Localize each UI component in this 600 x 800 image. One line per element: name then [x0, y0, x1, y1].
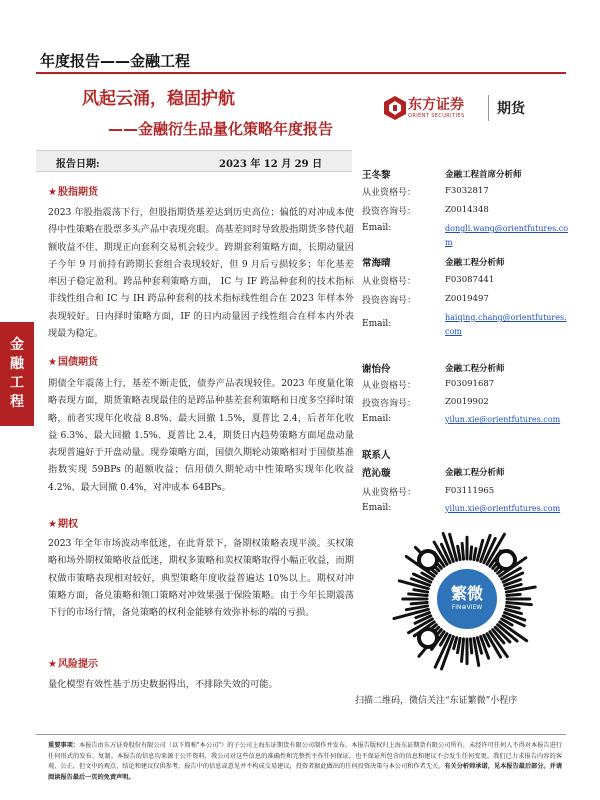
qr-ray — [470, 547, 471, 559]
section-heading-index-futures — [48, 183, 98, 198]
advisory-label: 投资咨询号： — [362, 207, 417, 217]
qr-ray — [507, 594, 520, 595]
section-paragraph-options: 2023 年全年市场波动率低迷，在此背景下，备期权策略表现平淡。买权策略和场外期权策略收益低迷，期权多策略和卖权策略取得小幅正收益，而期权做市策略表现相对较好，典型策略年度收益普遍达 10%以上。期权对冲策略方面，备兑策略和领口策略对冲效果强于保险策略。由于今年长期震荡下行的市场行情，备兑策略的权利金能够有效弥补标的端的亏损。 — [48, 538, 354, 619]
email-label: Email: — [362, 414, 392, 424]
analyst-title: 金融工程分析师 — [445, 258, 505, 268]
license-label: 从业资格号： — [362, 381, 417, 391]
disclaimer-block — [48, 741, 562, 783]
analyst-email-link[interactable]: dongli.wang@orientfutures.com — [445, 224, 569, 247]
star-icon: ★ — [48, 659, 57, 670]
analyst-name: 常海晴 — [362, 258, 391, 269]
section-heading-text: 股指期货 — [57, 187, 98, 198]
logo-company-cn: 东方证券 — [408, 97, 464, 113]
qr-ray — [458, 546, 460, 559]
analyst-title: 金融工程分析师 — [445, 364, 505, 374]
advisory-number: Z0019902 — [445, 397, 489, 407]
star-icon: ★ — [48, 519, 57, 530]
analyst-name: 王冬黎 — [362, 170, 391, 181]
qr-caption: 扫描二维码，微信关注“东证繁微”小程序 — [355, 696, 518, 706]
qr-center-en: FIN⊕VIEW — [451, 604, 483, 611]
report-date-label: 报告日期: — [56, 159, 100, 170]
license-number: F03091687 — [445, 379, 495, 389]
advisory-number: Z0019497 — [445, 294, 489, 304]
qr-ray — [454, 638, 457, 649]
license-number: F3032817 — [445, 186, 489, 196]
star-icon: ★ — [48, 187, 57, 198]
header-rule — [36, 72, 566, 74]
analyst-email-link[interactable]: yilun.xie@orientfutures.com — [445, 415, 561, 424]
orient-logo-icon — [384, 96, 406, 120]
side-tab-char: 工 — [10, 375, 24, 391]
qr-finder — [419, 551, 437, 569]
advisory-label: 投资咨询号： — [362, 296, 417, 306]
section-heading-text: 风险提示 — [57, 659, 98, 670]
section-paragraph-bond-futures: 期债全年震荡上行，基差不断走低，债券产品表现较佳。2023 年度量化策略表现方面，期货策略表现最佳的是跨品种基差套利策略和日度多空择时策略，前者实现年化收益 8.8%、最大回撤 1.5%，夏普比 2.4，后者年化收益 6.3%、最大回撤 1.5%、夏普比 2.4，期货日内趋势策略方面尾盘动量表现普遍好于开盘动量。现券策略方面，国债久期轮动策略相对于国债基准指数实现 59BPs 的超额收益；信用债久期轮动中性策略实现年化收益 4.2%、最大回撤 0.4%，对冲成本 64BPs。 — [48, 378, 354, 493]
section-paragraph-risk: 量化模型有效性基于历史数据得出，不排除失效的可能。 — [48, 679, 278, 690]
section-paragraph-index-futures: 2023 年股指震荡下行，但股指期货基差达到历史高位；偏低的对冲成本使得中性策略在股票多头产品中表现亮眼。高基差同时导致股指期货多替代超额收益不佳、期现正向套利交易机会较少。跨期套利策略方面，长期动量因子今年 9 月前持有跨期长套组合表现较好，但 9 月后亏损较多；年化基差率因子稳定盈利。跨品种套利策略方面， IC 与 IF 跨品种套利的技术指标非线性组合和 IC 与 IH 跨品种套利的技术指标线性组合在 2023 年样本外表现较好。日内择时策略方面，IF 的日内动量因子线性组合在样本内外表现最为稳定。 — [48, 207, 354, 340]
side-tab-char: 融 — [10, 356, 24, 373]
disclaimer-tail: 有关分析师承诺，见本报告最后部分。并请阅读报告最后一页的免责声明。 — [48, 763, 563, 781]
report-headline: 风起云涌，稳固护航 — [82, 89, 235, 109]
analyst-name: 谢怡伶 — [362, 364, 391, 375]
footer-rule — [36, 734, 566, 735]
license-label: 从业资格号： — [362, 488, 417, 498]
advisory-number: Z0014348 — [445, 205, 489, 215]
report-date-row — [36, 150, 352, 172]
qr-ray — [474, 549, 476, 560]
qr-ray — [507, 602, 531, 604]
email-label: Email: — [362, 223, 392, 233]
section-heading-bond-futures — [48, 353, 98, 368]
section-heading-risk — [48, 655, 98, 670]
email-label: Email: — [362, 503, 392, 513]
side-tab-char: 金 — [10, 337, 24, 354]
star-icon: ★ — [48, 357, 57, 368]
qr-ray — [506, 606, 519, 608]
logo-company-en: ORIENT SECURITIES — [408, 113, 465, 119]
license-label: 从业资格号： — [362, 277, 417, 287]
license-number: F03087441 — [445, 275, 495, 285]
logo-separator — [488, 95, 489, 121]
qr-ray — [411, 602, 427, 603]
disclaimer-text: 本报告由东方证券股份有限公司（以下简称"本公司"）的子公司上海东证期货有限公司制作并发布。本报告版权归上海东证期货有限公司所有，未经许可任何人不得对本报告进行任何形式的发布、复制。本报告的信息均来源于公开资料，我公司对这些信息的准确性和完整性不作任何保证，也不保证所包含的信息和建议不会发生任何变更。我们已力求报告内容的客观、公正，但文中的观点、结论和建议仅供参考，报告中的信息或意见并不构成交易建议，投资者据此做出的任何投资决策与本公司和作者无关。 — [48, 742, 563, 770]
advisory-label: 投资咨询号： — [362, 399, 417, 409]
qr-ray — [462, 639, 464, 662]
qr-ray — [462, 543, 463, 559]
qr-center-cn: 繁微 — [450, 584, 483, 603]
license-label: 从业资格号： — [362, 188, 417, 198]
side-category-tab — [0, 322, 34, 426]
report-type-title: 年度报告——金融工程 — [40, 52, 191, 70]
qr-ray — [458, 638, 461, 652]
qr-ray — [470, 639, 471, 653]
qr-ray — [414, 590, 428, 592]
qr-center-badge — [434, 566, 500, 632]
contact-email-link[interactable]: yilun.xie@orientfutures.com — [445, 504, 561, 513]
license-number: F03111965 — [445, 486, 495, 496]
email-label: Email: — [362, 319, 392, 329]
report-subheadline: ——金融衍生品量化策略年度报告 — [108, 120, 334, 138]
section-heading-options — [48, 515, 78, 530]
contact-name: 范沁璇 — [362, 468, 391, 479]
analyst-title: 金融工程首席分析师 — [445, 170, 522, 180]
analyst-email-link[interactable]: haiqing.chang@orientfutures.com — [445, 313, 567, 336]
section-heading-text: 期权 — [57, 519, 78, 530]
logo-division: 期货 — [497, 101, 525, 117]
qr-finder — [419, 629, 437, 647]
company-logo — [384, 92, 564, 126]
section-heading-text: 国债期货 — [57, 357, 98, 368]
contact-heading: 联系人 — [362, 450, 391, 461]
wechat-qr-code — [388, 520, 546, 678]
qr-ray — [409, 594, 428, 596]
disclaimer-label: 重要事项： — [48, 742, 79, 749]
report-date-value: 2023 年 12 月 29 日 — [219, 159, 323, 170]
side-tab-char: 程 — [10, 393, 24, 410]
contact-title: 金融工程分析师 — [445, 468, 505, 478]
qr-finder — [497, 551, 515, 569]
